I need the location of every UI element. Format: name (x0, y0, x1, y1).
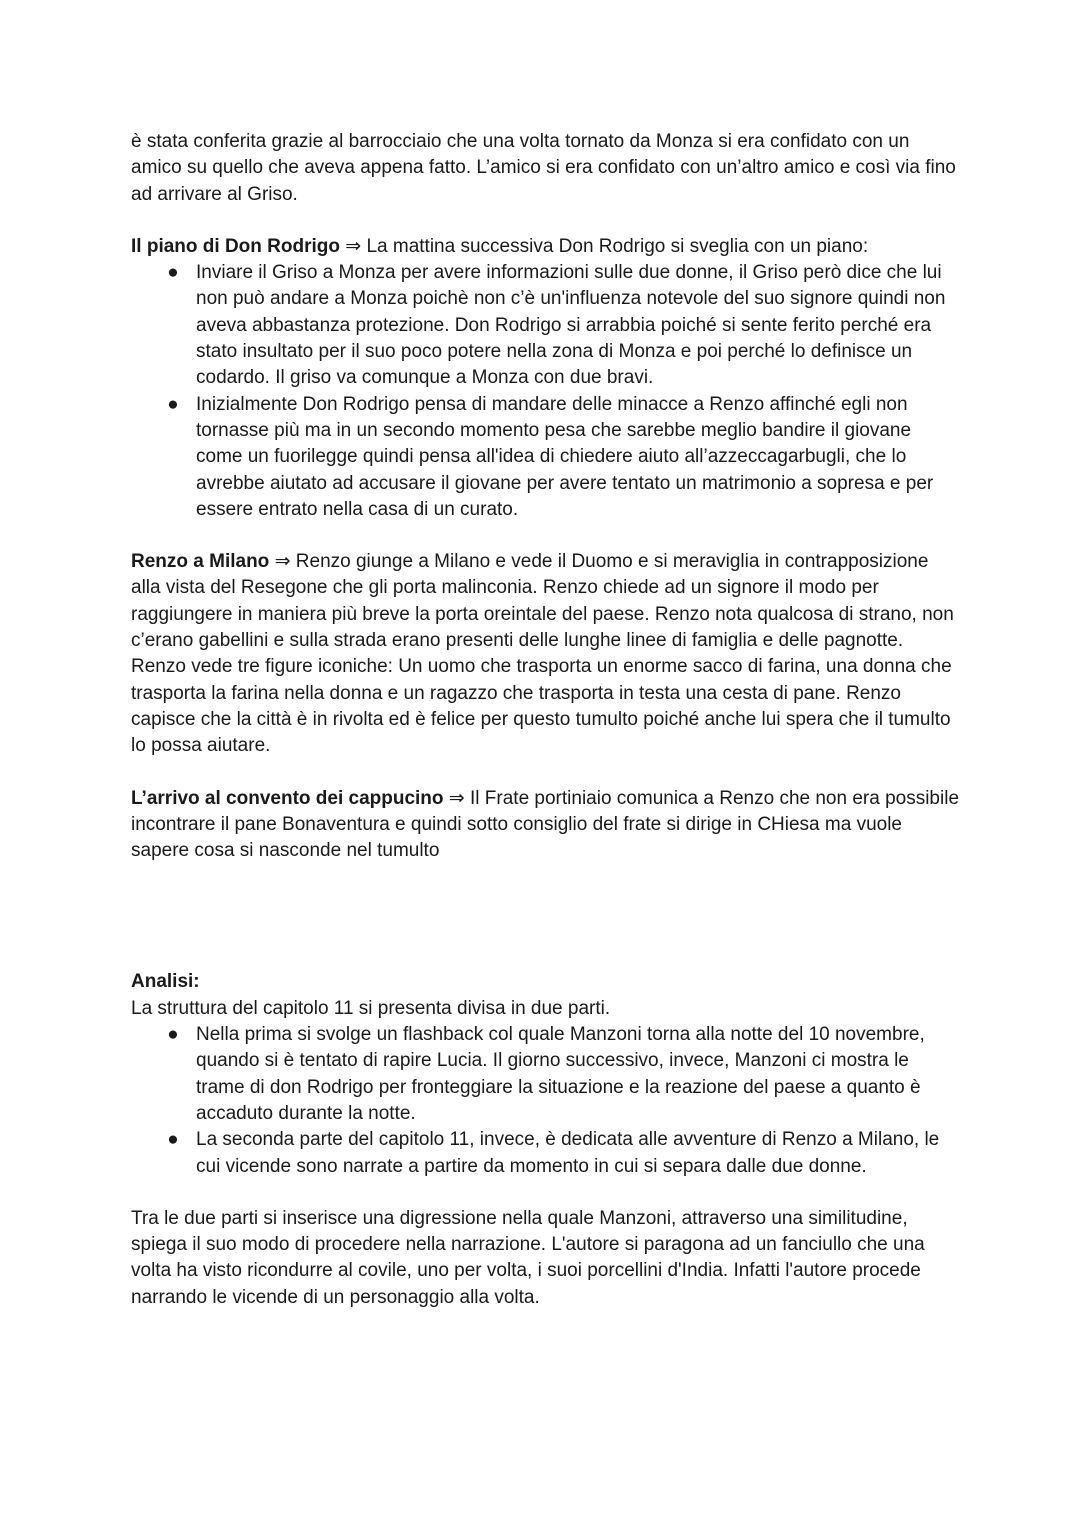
section-milano (131, 549, 961, 759)
arrow-icon: ⇒ (269, 551, 296, 573)
list-item-text: Inviare il Griso a Monza per avere informazioni sulle due donne, il Griso però dice che lui non può andare a Monza poichè non c’è un'influenza notevole del suo signore quindi non aveva abbastanza protezione. Don Rodrigo si arrabbia poiché si sente ferito perché era stato insultato per il suo poco potere nella zona di Monza e poi perché lo definisce un codardo. Il griso va comunque a Monza con due bravi. (196, 262, 946, 389)
section-piano-list (131, 260, 961, 523)
list-item-text: Nella prima si svolge un flashback col quale Manzoni torna alla notte del 10 novembre, quando si è tentato di rapire Lucia. Il giorno successivo, invece, Manzoni ci mostra le trame di don Rodrigo per fronteggiare la situazione e la reazione del paese a quanto è accaduto durante la notte. (196, 1024, 925, 1124)
section-convento-body: Il Frate portiniaio comunica a Renzo che non era possibile incontrare il pane Bonaventura e quindi sotto consiglio del frate si dirige in CHiesa ma vuole sapere cosa si nasconde nel tumulto (131, 787, 960, 862)
list-item (131, 260, 961, 391)
intro-paragraph: è stata conferita grazie al barrocciaio che una volta tornato da Monza si era confidato con un amico su quello che aveva appena fatto. L’amico si era confidato con un’altro amico e così via fino ad arrivare al Griso. (131, 131, 956, 205)
section-milano-body: Renzo giunge a Milano e vede il Duomo e si meraviglia in contrapposizione alla vista del Resegone che gli porta malinconia. Renzo chiede ad un signore il modo per raggiungere in maniera più breve la porta oreintale del paese. Renzo nota qualcosa di strano, non c’erano gabellini e sulla strada erano presenti delle lunghe linee di famiglia e delle pagnotte. Renzo vede tre figure iconiche: Un uomo che trasporta un enorme sacco di farina, una donna che trasporta la farina nella donna e un ragazzo che trasporta in testa una cesta di pane. Renzo capisce che la città è in rivolta ed è felice per questo tumulto poiché anche lui spera che il tumulto lo possa aiutare. (131, 551, 954, 757)
arrow-icon: ⇒ (339, 235, 367, 257)
section-analisi (131, 969, 961, 1311)
section-piano-lead: La mattina successiva Don Rodrigo si sveglia con un piano: (366, 235, 869, 257)
section-convento-paragraph (131, 786, 961, 865)
section-convento (131, 786, 961, 865)
section-piano-title: Il piano di Don Rodrigo (131, 235, 340, 257)
list-item-text: Inizialmente Don Rodrigo pensa di mandare delle minacce a Renzo affinché egli non tornasse più ma in un secondo momento pesa che sarebbe meglio bandire il giovane come un fuorilegge quindi pensa all'idea di chiedere aiuto all’azzeccagarbugli, che lo avrebbe aiutato ad accusare il giovane per avere tentato un matrimonio a sopresa e per essere entrato nella casa di un curato. (196, 393, 934, 520)
bullet-icon: ● (167, 1129, 179, 1151)
section-convento-title: L’arrivo al convento dei cappucino (131, 787, 444, 809)
analisi-closing-paragraph: Tra le due parti si inserisce una digressione nella quale Manzoni, attraverso una similitudine, spiega il suo modo di procedere nella narrazione. L'autore si paragona ad un fanciullo che una volta ha visto ricondurre al covile, uno per volta, i suoi porcellini d'India. Infatti l'autore procede narrando le vicende di un personaggio alla volta. (131, 1207, 925, 1308)
list-item (131, 1127, 961, 1180)
arrow-icon: ⇒ (443, 787, 471, 809)
list-item (131, 1022, 961, 1127)
bullet-icon: ● (167, 262, 179, 284)
list-item (131, 392, 961, 523)
section-piano (131, 234, 961, 523)
list-item-text: La seconda parte del capitolo 11, invece, è dedicata alle avventure di Renzo a Milano, le cui vicende sono narrate a partire da momento in cui si separa dalle due donne. (196, 1129, 940, 1177)
bullet-icon: ● (167, 393, 179, 415)
section-piano-heading (131, 234, 961, 260)
analisi-lead: La struttura del capitolo 11 si presenta divisa in due parti. (131, 997, 611, 1019)
document-page (131, 129, 961, 1311)
analisi-list (131, 1022, 961, 1180)
bullet-icon: ● (167, 1024, 179, 1046)
section-milano-title: Renzo a Milano (131, 551, 270, 573)
analisi-heading: Analisi: (131, 971, 200, 993)
section-milano-paragraph (131, 549, 961, 759)
